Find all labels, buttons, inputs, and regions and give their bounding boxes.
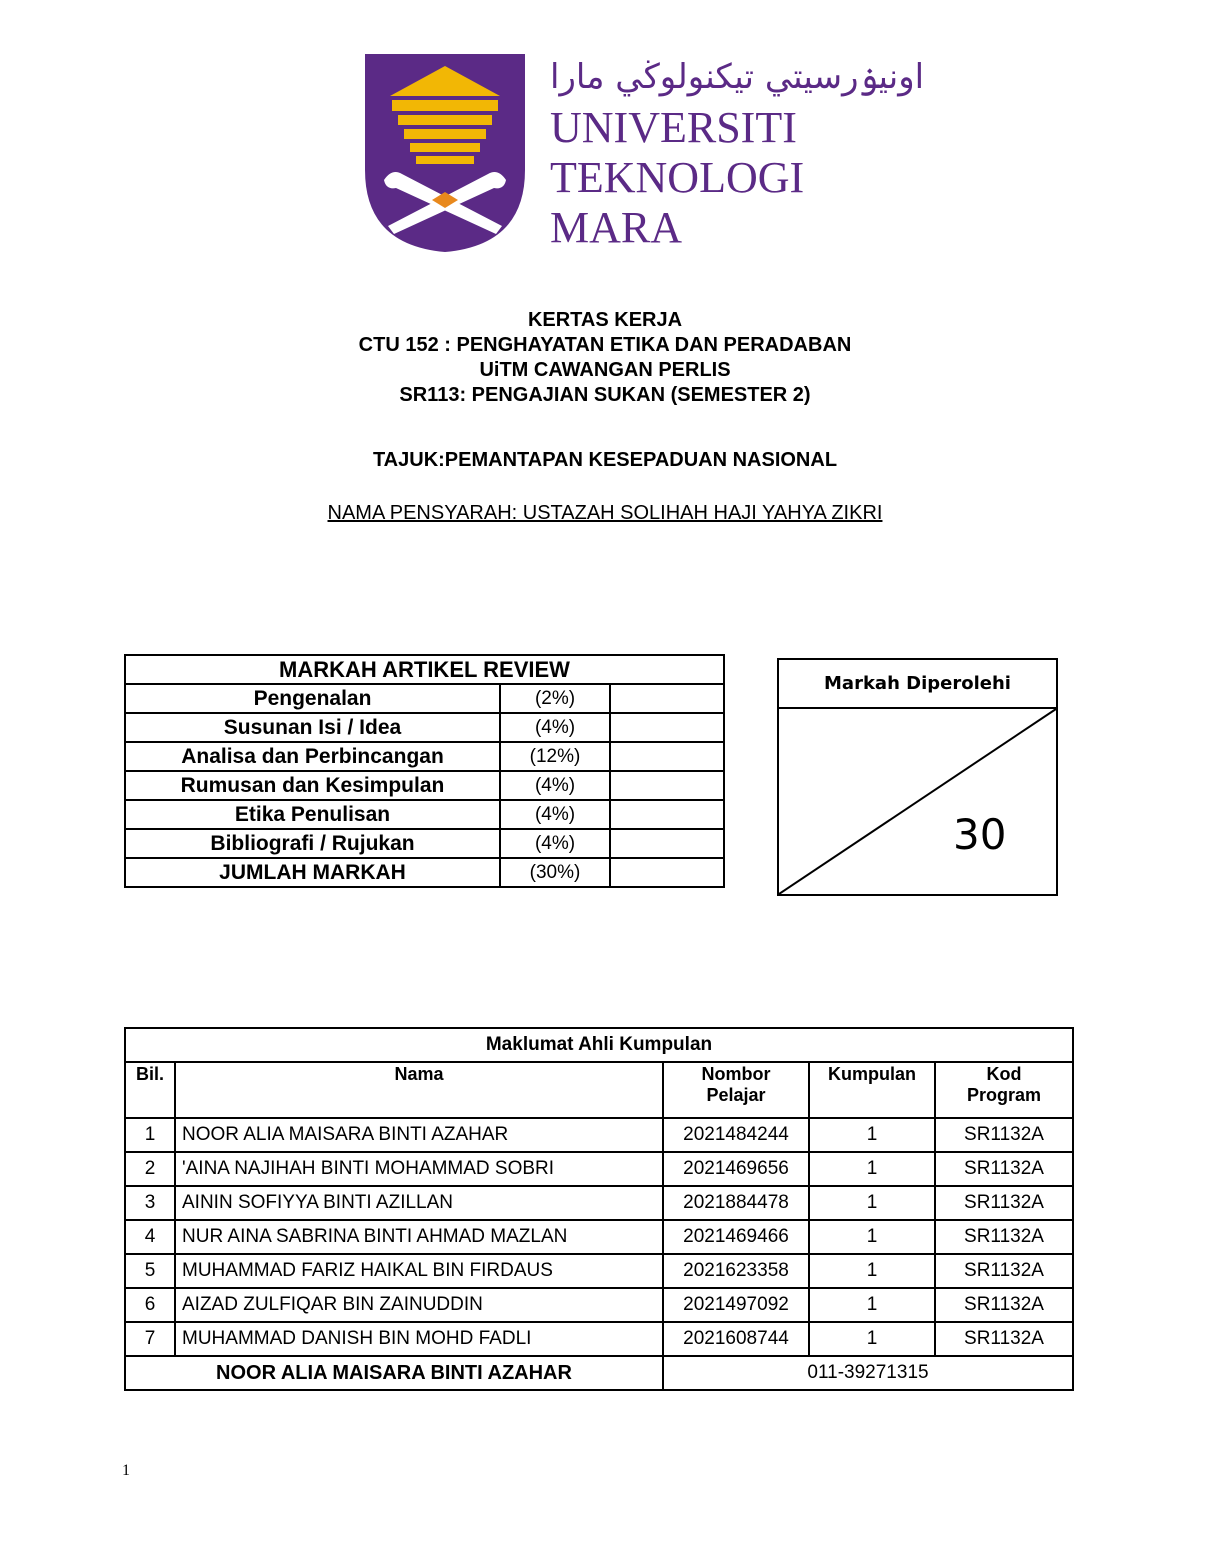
markah-criterion: Pengenalan xyxy=(125,684,500,713)
logo-word-mara: MARA xyxy=(550,203,683,252)
markah-weight: (2%) xyxy=(500,684,610,713)
cell-bil: 2 xyxy=(125,1152,175,1186)
cell-nombor: 2021884478 xyxy=(663,1186,809,1220)
header-kod-line1: Kod xyxy=(986,1064,1022,1084)
markah-row xyxy=(125,771,724,800)
heading-course: CTU 152 : PENGHAYATAN ETIKA DAN PERADABAN xyxy=(358,334,852,356)
leader-phone: 011-39271315 xyxy=(663,1356,1073,1390)
document-heading xyxy=(0,308,1210,526)
heading-kertas-kerja: KERTAS KERJA xyxy=(527,309,683,331)
markah-total-value: 30 xyxy=(953,810,1007,859)
markah-score-cell[interactable] xyxy=(610,742,724,771)
table-row xyxy=(125,1186,1073,1220)
markah-row xyxy=(125,800,724,829)
markah-score-cell[interactable] xyxy=(610,829,724,858)
cell-kumpulan: 1 xyxy=(809,1254,935,1288)
markah-diperolehi-box xyxy=(777,658,1058,896)
leader-name: NOOR ALIA MAISARA BINTI AZAHAR xyxy=(125,1356,663,1390)
page-number: 1 xyxy=(122,1462,130,1479)
cell-nama: AININ SOFIYYA BINTI AZILLAN xyxy=(175,1186,663,1220)
markah-title-row xyxy=(125,655,724,684)
markah-weight: (4%) xyxy=(500,771,610,800)
uitm-logo-graphic xyxy=(362,40,925,255)
markah-diperolehi-title: Markah Diperolehi xyxy=(779,660,1056,709)
header-kod-line2: Program xyxy=(966,1085,1042,1105)
cell-kumpulan: 1 xyxy=(809,1288,935,1322)
header-kumpulan: Kumpulan xyxy=(809,1062,935,1118)
logo-jawi-text: اونيۏرسيتي تيكنولوڬي مارا xyxy=(550,57,925,97)
cell-kumpulan: 1 xyxy=(809,1322,935,1356)
markah-score-cell[interactable] xyxy=(610,713,724,742)
header-nombor-pelajar xyxy=(663,1062,809,1118)
markah-artikel-table xyxy=(124,654,725,888)
header-bil: Bil. xyxy=(125,1062,175,1118)
cell-kumpulan: 1 xyxy=(809,1186,935,1220)
logo-pyramid-step xyxy=(398,115,492,125)
logo-pyramid-step xyxy=(410,143,480,152)
cell-kod: SR1132A xyxy=(935,1322,1073,1356)
logo-pyramid-step xyxy=(404,129,486,139)
markah-total-label: JUMLAH MARKAH xyxy=(125,858,500,887)
markah-criterion: Analisa dan Perbincangan xyxy=(125,742,500,771)
ahli-header-row xyxy=(125,1062,1073,1118)
cell-nombor: 2021484244 xyxy=(663,1118,809,1152)
cell-bil: 1 xyxy=(125,1118,175,1152)
markah-weight: (12%) xyxy=(500,742,610,771)
cell-nama: AIZAD ZULFIQAR BIN ZAINUDDIN xyxy=(175,1288,663,1322)
heading-campus: UiTM CAWANGAN PERLIS xyxy=(479,359,731,381)
heading-program: SR113: PENGAJIAN SUKAN (SEMESTER 2) xyxy=(399,384,811,406)
markah-score-cell[interactable] xyxy=(610,771,724,800)
header-nombor-line2: Pelajar xyxy=(706,1085,766,1105)
markah-criterion: Etika Penulisan xyxy=(125,800,500,829)
cell-bil: 6 xyxy=(125,1288,175,1322)
cell-nama: 'AINA NAJIHAH BINTI MOHAMMAD SOBRI xyxy=(175,1152,663,1186)
markah-criterion: Susunan Isi / Idea xyxy=(125,713,500,742)
logo-pyramid-step xyxy=(392,100,498,111)
header-nama: Nama xyxy=(175,1062,663,1118)
cell-nombor: 2021497092 xyxy=(663,1288,809,1322)
markah-weight: (4%) xyxy=(500,829,610,858)
cell-kumpulan: 1 xyxy=(809,1118,935,1152)
markah-total-score-cell[interactable] xyxy=(610,858,724,887)
cell-kod: SR1132A xyxy=(935,1288,1073,1322)
markah-criterion: Bibliografi / Rujukan xyxy=(125,829,500,858)
ahli-caption: Maklumat Ahli Kumpulan xyxy=(125,1028,1073,1062)
markah-row xyxy=(125,742,724,771)
cell-kod: SR1132A xyxy=(935,1220,1073,1254)
table-row xyxy=(125,1288,1073,1322)
heading-tajuk: TAJUK:PEMANTAPAN KESEPADUAN NASIONAL xyxy=(372,449,838,471)
uitm-logo xyxy=(362,40,925,255)
pensyarah-text: NAMA PENSYARAH: USTAZAH SOLIHAH HAJI YAHYA ZIKRI xyxy=(327,502,883,524)
cell-kumpulan: 1 xyxy=(809,1152,935,1186)
header-kod-program xyxy=(935,1062,1073,1118)
cell-nama: NUR AINA SABRINA BINTI AHMAD MAZLAN xyxy=(175,1220,663,1254)
table-row xyxy=(125,1220,1073,1254)
markah-score-cell[interactable] xyxy=(610,684,724,713)
markah-total-weight: (30%) xyxy=(500,858,610,887)
cell-kod: SR1132A xyxy=(935,1254,1073,1288)
markah-total-row xyxy=(125,858,724,887)
markah-weight: (4%) xyxy=(500,800,610,829)
cell-nombor: 2021469466 xyxy=(663,1220,809,1254)
leader-row xyxy=(125,1356,1073,1390)
markah-row xyxy=(125,829,724,858)
table-row xyxy=(125,1254,1073,1288)
table-row xyxy=(125,1152,1073,1186)
cell-bil: 5 xyxy=(125,1254,175,1288)
markah-row xyxy=(125,684,724,713)
ahli-caption-row xyxy=(125,1028,1073,1062)
logo-word-teknologi: TEKNOLOGI xyxy=(550,153,805,202)
logo-word-universiti: UNIVERSITI xyxy=(550,103,797,152)
cell-kod: SR1132A xyxy=(935,1118,1073,1152)
cell-kod: SR1132A xyxy=(935,1152,1073,1186)
markah-title: MARKAH ARTIKEL REVIEW xyxy=(125,655,724,684)
ahli-kumpulan-table xyxy=(124,1027,1074,1391)
cell-nama: MUHAMMAD FARIZ HAIKAL BIN FIRDAUS xyxy=(175,1254,663,1288)
logo-pyramid-step xyxy=(416,156,474,164)
markah-score-cell[interactable] xyxy=(610,800,724,829)
cell-nombor: 2021623358 xyxy=(663,1254,809,1288)
cell-bil: 3 xyxy=(125,1186,175,1220)
cell-bil: 7 xyxy=(125,1322,175,1356)
markah-row xyxy=(125,713,724,742)
cell-nama: NOOR ALIA MAISARA BINTI AZAHAR xyxy=(175,1118,663,1152)
diagonal-divider xyxy=(779,709,1056,894)
cell-kod: SR1132A xyxy=(935,1186,1073,1220)
table-row xyxy=(125,1118,1073,1152)
markah-criterion: Rumusan dan Kesimpulan xyxy=(125,771,500,800)
cell-nombor: 2021469656 xyxy=(663,1152,809,1186)
cell-nama: MUHAMMAD DANISH BIN MOHD FADLI xyxy=(175,1322,663,1356)
heading-pensyarah xyxy=(0,501,1210,526)
table-row xyxy=(125,1322,1073,1356)
cell-bil: 4 xyxy=(125,1220,175,1254)
cell-nombor: 2021608744 xyxy=(663,1322,809,1356)
cell-kumpulan: 1 xyxy=(809,1220,935,1254)
markah-weight: (4%) xyxy=(500,713,610,742)
header-nombor-line1: Nombor xyxy=(701,1064,771,1084)
